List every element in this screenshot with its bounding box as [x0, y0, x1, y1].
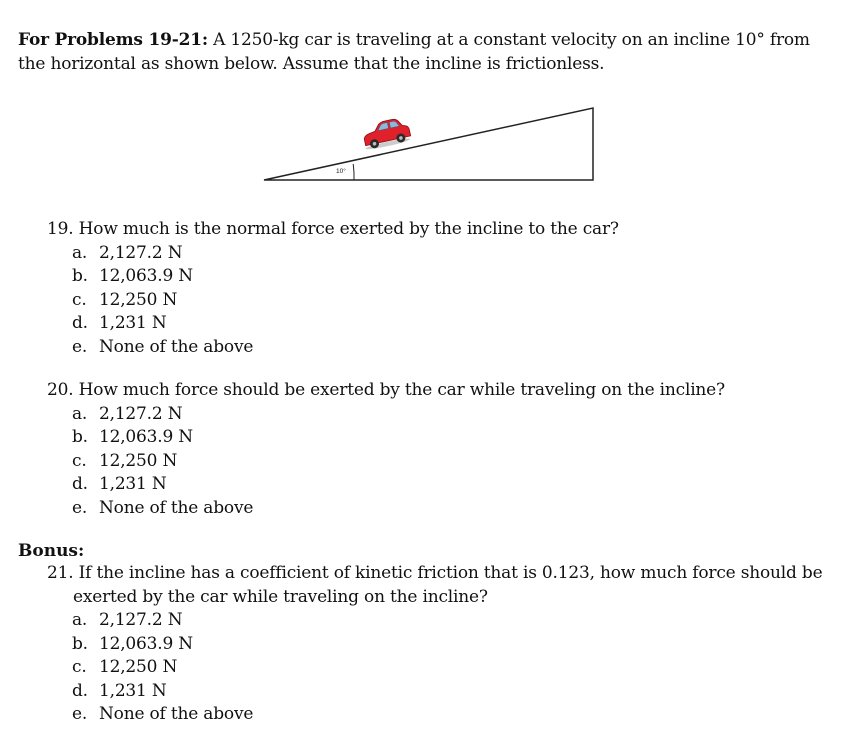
option-d: d. 1,231 N	[72, 474, 167, 494]
question-21-text: If the incline has a coefficient of kinetic friction that is 0.123, how much force should be exerted by the car while traveling on the incline?	[73, 563, 823, 607]
question-20-text: How much force should be exerted by the car while traveling on the incline?	[78, 380, 725, 400]
option-a: a. 2,127.2 N	[72, 242, 183, 263]
option-d: d. 1,231 N	[72, 680, 167, 701]
option-c: c. 12,250 N	[72, 289, 178, 310]
option-d: d. 1,231 N	[72, 313, 167, 333]
question-21-options	[47, 609, 843, 727]
option-b: b. 12,063.9 N	[72, 266, 193, 286]
option-e: e. None of the above	[72, 704, 254, 724]
question-21-stem	[47, 562, 843, 609]
question-20-number: 20.	[47, 380, 74, 400]
option-e: e. None of the above	[72, 336, 254, 357]
question-19-number: 19.	[47, 219, 74, 239]
question-19-options	[47, 242, 843, 360]
incline-triangle	[264, 108, 593, 180]
intro-paragraph	[18, 28, 833, 76]
question-20-stem	[47, 379, 843, 403]
option-c: c. 12,250 N	[72, 450, 178, 471]
car-icon	[360, 116, 411, 151]
incline-diagram	[262, 100, 596, 184]
question-19	[47, 218, 843, 359]
question-19-text: How much is the normal force exerted by the incline to the car?	[78, 219, 619, 239]
option-c: c. 12,250 N	[72, 657, 178, 677]
question-21	[47, 562, 843, 727]
intro-label: For Problems 19-21:	[18, 30, 208, 50]
bonus-label: Bonus:	[18, 541, 85, 561]
question-20-options	[47, 403, 843, 521]
option-b: b. 12,063.9 N	[72, 427, 193, 447]
question-21-number: 21.	[47, 563, 74, 583]
intro-text: A 1250-kg car is traveling at a constant velocity on an incline 10° from the horizontal as shown below. Assume that the incline is frictionless.	[18, 30, 810, 74]
question-19-stem	[47, 218, 843, 242]
option-a: a. 2,127.2 N	[72, 403, 183, 424]
question-20	[47, 379, 843, 520]
option-b: b. 12,063.9 N	[72, 633, 193, 654]
option-e: e. None of the above	[72, 497, 254, 518]
angle-arc	[353, 164, 354, 180]
option-a: a. 2,127.2 N	[72, 610, 183, 630]
angle-label: 10°	[336, 168, 346, 175]
